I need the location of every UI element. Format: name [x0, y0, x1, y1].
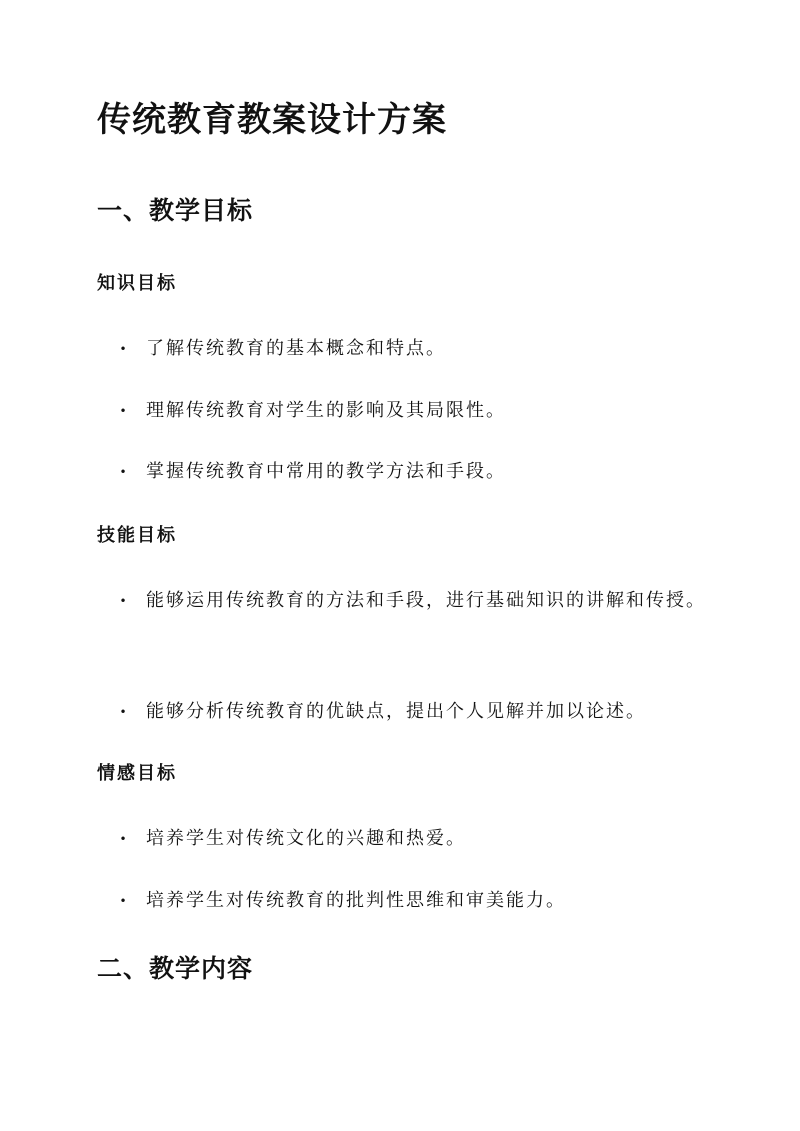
- list-item: [117, 446, 707, 498]
- list-item-text: 掌握传统教育中常用的教学方法和手段。: [146, 461, 506, 482]
- list-item-text: 能够运用传统教育的方法和手段，进行基础知识的讲解和传授。: [146, 590, 706, 611]
- list-item-text: 了解传统教育的基本概念和特点。: [146, 338, 446, 359]
- list-item-text: 理解传统教育对学生的影响及其局限性。: [146, 400, 506, 421]
- bullet-icon: •: [119, 404, 129, 418]
- section-heading-teaching-objectives: 一、教学目标: [97, 196, 254, 225]
- bullet-icon: •: [119, 894, 129, 908]
- bullet-icon: •: [119, 705, 129, 719]
- list-item: [117, 575, 707, 627]
- list-item: [117, 686, 707, 738]
- list-item-text: 培养学生对传统教育的批判性思维和审美能力。: [146, 890, 566, 911]
- subsection-heading-skill-objectives: 技能目标: [97, 525, 177, 546]
- list-item: [117, 813, 707, 865]
- list-item: [117, 323, 707, 375]
- bullet-icon: •: [119, 832, 129, 846]
- document-title: 传统教育教案设计方案: [97, 100, 447, 140]
- bullet-icon: •: [119, 465, 129, 479]
- list-item-text: 能够分析传统教育的优缺点，提出个人见解并加以论述。: [146, 701, 646, 722]
- list-item: [117, 875, 707, 927]
- list-item-text: 培养学生对传统文化的兴趣和热爱。: [146, 828, 466, 849]
- subsection-heading-knowledge-objectives: 知识目标: [97, 273, 177, 294]
- section-heading-teaching-content: 二、教学内容: [97, 954, 254, 983]
- bullet-icon: •: [119, 594, 129, 608]
- list-item: [117, 385, 707, 437]
- subsection-heading-emotional-objectives: 情感目标: [97, 763, 177, 784]
- bullet-icon: •: [119, 342, 129, 356]
